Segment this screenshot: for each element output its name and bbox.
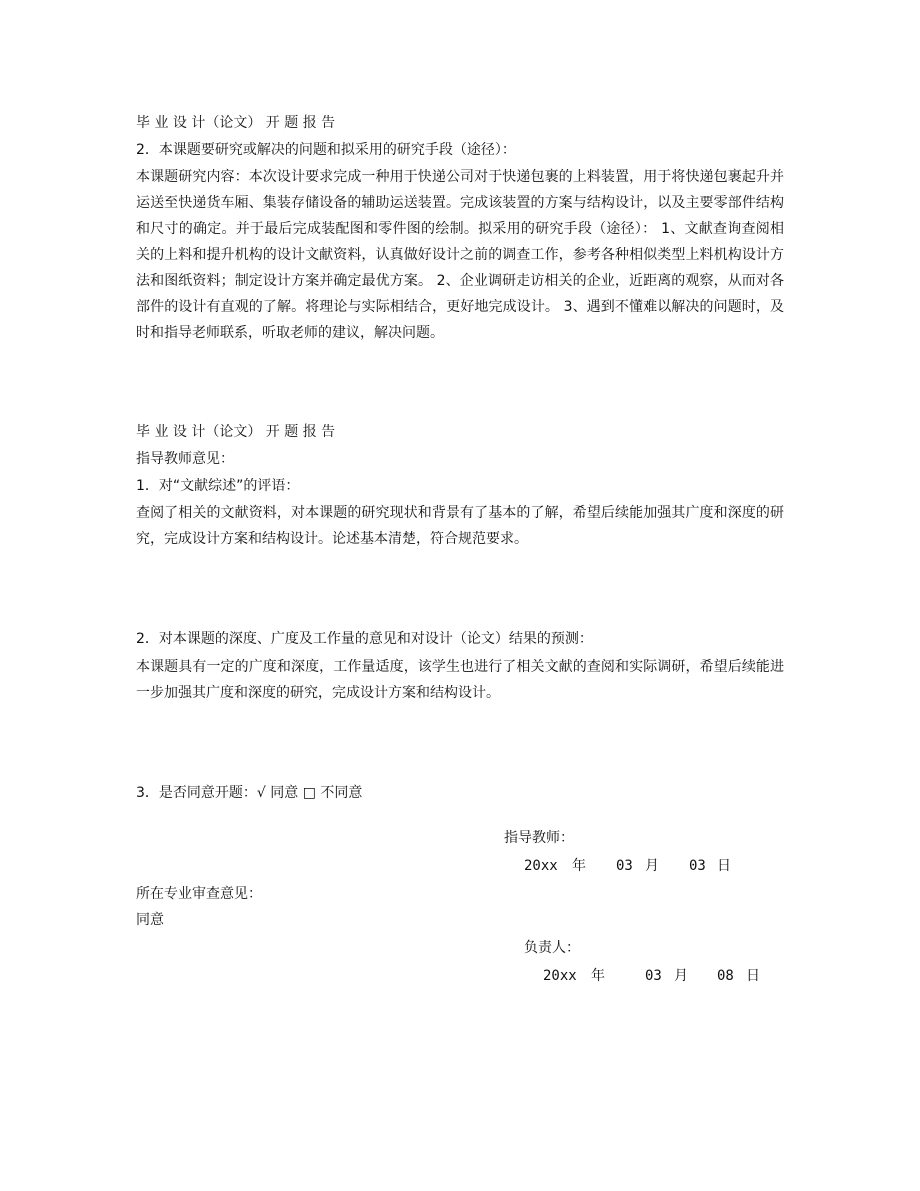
head-date-month: 03: [645, 968, 662, 984]
research-content-paragraph: 本课题研究内容：本次设计要求完成一种用于快递公司对于快递包裹的上料装置，用于将快递包裹起升并运送至快递货车厢、集装存储设备的辅助运送装置。完成该装置的方案与结构设计，以及主要零部件结构和尺寸的确定。并于最后完成装配图和零件图的绘制。拟采用的研究手段（途径）： 1、文献查询查阅相关的上料和提升机构的设计文献资料，认真做好设计之前的调查工作，参考各种相似类型上料机构设计方法和图纸资料；制定设计方案并确定最优方案。 2、企业调研走访相关的企业，近距离的观察，从而对各部件的设计有直观的了解。将理论与实际相结合，更好地完成设计。 3、遇到不懂难以解决的问题时，及时和指导老师联系，听取老师的建议，解决问题。: [136, 169, 784, 341]
workload-question: 2．对本课题的深度、广度及工作量的意见和对设计（论文）结果的预测：: [136, 631, 593, 647]
advisor-date-month: 03: [616, 858, 633, 874]
advisor-date-day-unit: 日: [717, 858, 731, 874]
advisor-date-month-unit: 月: [645, 858, 659, 874]
dept-review-value: 同意: [136, 912, 164, 928]
head-date-month-unit: 月: [674, 968, 688, 984]
approval-question: 3．是否同意开题：√ 同意 □ 不同意: [136, 785, 363, 801]
head-date-day-unit: 日: [746, 968, 760, 984]
advisor-date-year-unit: 年: [572, 858, 586, 874]
advisor-date-day: 03: [689, 858, 706, 874]
advisor-signature-label: 指导教师：: [504, 830, 574, 846]
research-question: 2．本课题要研究或解决的问题和拟采用的研究手段（途径）：: [136, 142, 516, 158]
head-date-year: 20xx: [543, 968, 577, 984]
dept-review-label: 所在专业审查意见：: [136, 886, 262, 902]
head-date-day: 08: [717, 968, 734, 984]
head-date-year-unit: 年: [591, 968, 605, 984]
advisor-date-year: 20xx: [524, 858, 558, 874]
report-header: 毕 业 设 计（论文） 开 题 报 告: [136, 115, 336, 131]
advisor-opinion-label: 指导教师意见：: [136, 451, 234, 467]
head-signature-label: 负责人：: [524, 940, 580, 956]
report-header-2: 毕 业 设 计（论文） 开 题 报 告: [136, 424, 336, 440]
literature-review-comment: 查阅了相关的文献资料，对本课题的研究现状和背景有了基本的了解，希望后续能加强其广度和深度的研究，完成设计方案和结构设计。论述基本清楚，符合规范要求。: [136, 505, 784, 547]
workload-comment: 本课题具有一定的广度和深度，工作量适度，该学生也进行了相关文献的查阅和实际调研，希望后续能进一步加强其广度和深度的研究，完成设计方案和结构设计。: [136, 659, 784, 701]
literature-review-question: 1．对“文献综述”的评语：: [136, 478, 300, 494]
